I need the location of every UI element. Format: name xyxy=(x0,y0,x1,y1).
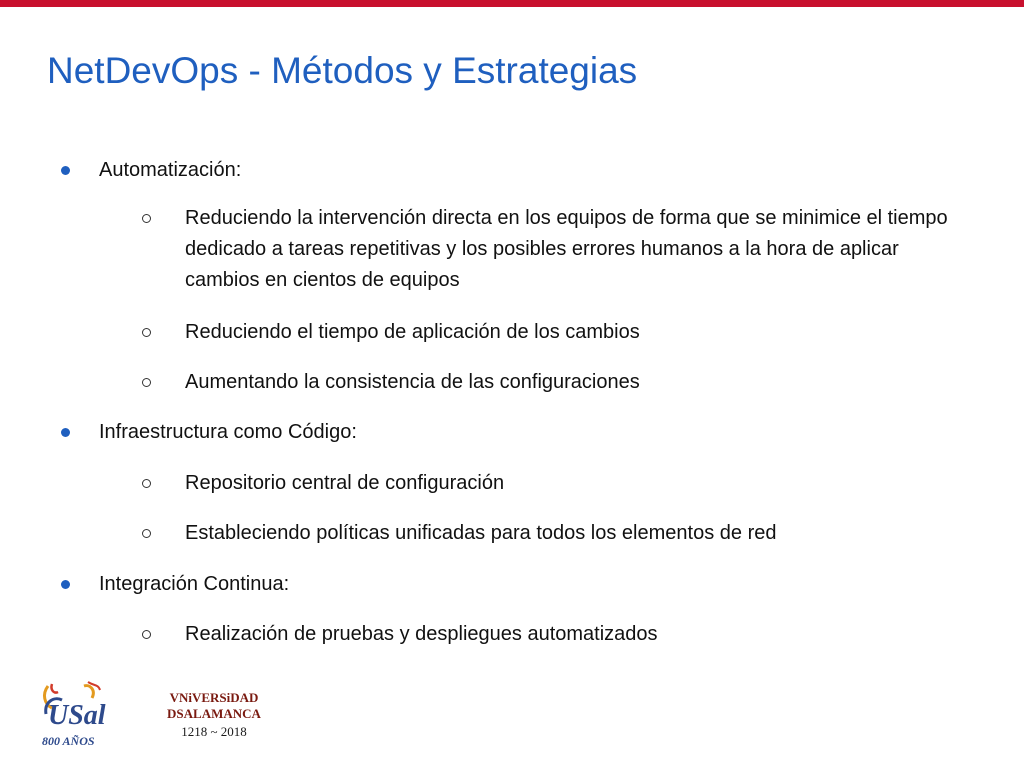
list-item-label: Automatización: xyxy=(99,159,242,181)
bullet-circle-icon xyxy=(139,518,153,549)
sub-list-item xyxy=(185,468,504,499)
university-years: 1218 ~ 2018 xyxy=(181,724,247,739)
university-name-line1: VNiVERSiDAD xyxy=(169,690,259,705)
bullet-circle-icon xyxy=(139,203,153,234)
bullet-dot-icon xyxy=(59,569,71,600)
bullet-dot-icon xyxy=(59,417,71,448)
bullet-circle-icon xyxy=(139,619,153,650)
sub-list-item xyxy=(185,619,658,650)
list-item-infraestructura xyxy=(99,417,357,448)
universidad-salamanca-logo xyxy=(164,690,264,744)
usal-mark-text: USal xyxy=(48,700,106,731)
list-item-label: Integración Continua: xyxy=(99,573,290,595)
bullet-circle-icon xyxy=(139,317,153,348)
bullet-dot-icon xyxy=(59,155,71,186)
university-name-line2: DSALAMANCA xyxy=(167,706,261,721)
top-accent-bar xyxy=(0,0,1024,7)
list-item-automatizacion xyxy=(99,155,241,186)
sub-list-item-label: Reduciendo la intervención directa en los equipos de forma que se minimice el tiempo dedicado a tareas repetitivas y los posibles errores humanos a la hora de aplicar cambios en cientos de equipos xyxy=(185,207,948,291)
list-item-label: Infraestructura como Código: xyxy=(99,421,357,443)
sub-list-item xyxy=(185,518,776,549)
sub-list-item-label: Repositorio central de configuración xyxy=(185,472,505,494)
sub-list-item-label: Realización de pruebas y despliegues automatizados xyxy=(185,623,658,645)
sub-list-item-label: Aumentando la consistencia de las configuraciones xyxy=(185,371,640,393)
bullet-circle-icon xyxy=(139,468,153,499)
list-item-integracion xyxy=(99,569,289,600)
slide-title: NetDevOps - Métodos y Estrategias xyxy=(47,50,638,91)
sub-list-item xyxy=(185,367,640,398)
sub-list-item-label: Estableciendo políticas unificadas para todos los elementos de red xyxy=(185,522,777,544)
sub-list-item xyxy=(185,203,955,296)
usal-anniversary-text: 800 AÑOS xyxy=(42,734,95,748)
sub-list-item xyxy=(185,317,640,348)
sub-list-item-label: Reduciendo el tiempo de aplicación de los cambios xyxy=(185,321,640,343)
bullet-circle-icon xyxy=(139,367,153,398)
usal-800-logo xyxy=(38,680,110,752)
